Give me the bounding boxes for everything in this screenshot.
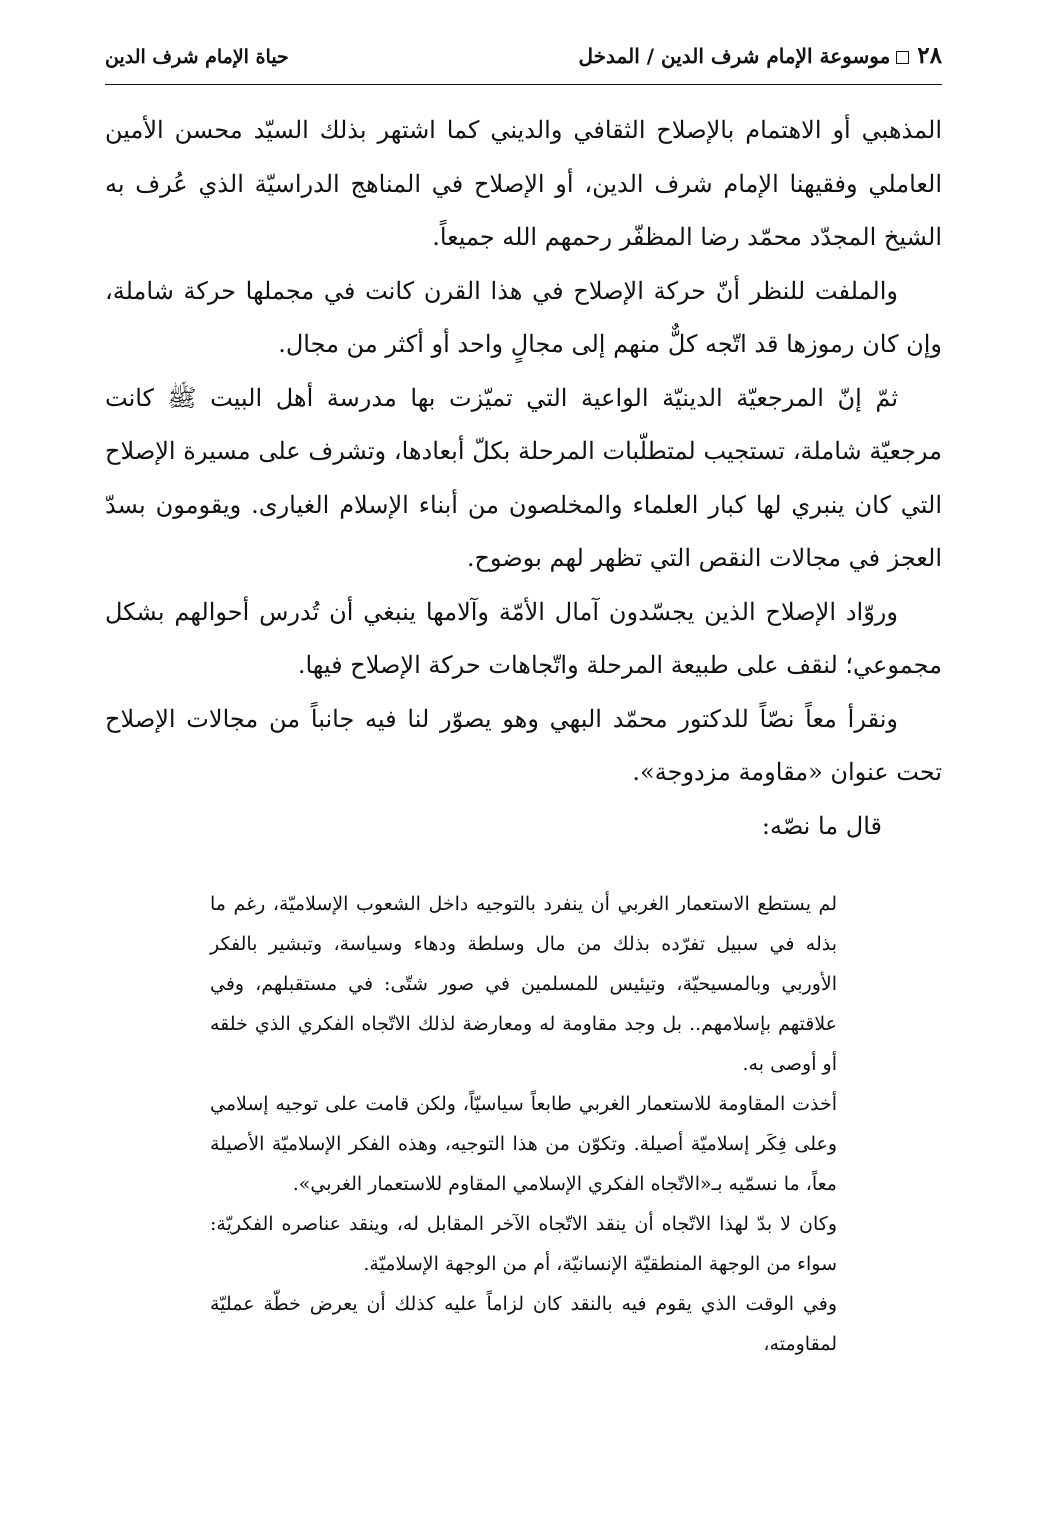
paragraph: ونقرأ معاً نصّاً للدكتور محمّد البهي وهو يصوّر لنا فيه جانباً من مجالات الإصلاح تحت عنوان «مقاومة مزدوجة».: [105, 704, 942, 786]
header-divider: [105, 84, 942, 85]
paragraph: وروّاد الإصلاح الذين يجسّدون آمال الأمّة وآلامها ينبغي أن تُدرس أحوالهم بشكل مجموعي؛ لنقف على طبيعة المرحلة واتّجاهات حركة الإصلاح فيها.: [105, 597, 942, 679]
block-quote: [210, 884, 837, 1364]
main-text: [105, 104, 942, 853]
quote-paragraph: أخذت المقاومة للاستعمار الغربي طابعاً سياسيّاً، ولكن قامت على توجيه إسلامي وعلى فِكَر إسلاميّة أصيلة. وتكوّن من هذا التوجيه، وهذه الفكر الإسلاميّة الأصيلة معاً، ما نسمّيه بـ«الاتّجاه الفكري الإسلامي المقاوم للاستعمار الغربي».: [210, 1093, 837, 1195]
running-header: [105, 42, 942, 80]
page-number: ٢٨: [917, 42, 942, 69]
paragraph: ثمّ إنّ المرجعيّة الدينيّة الواعية التي تميّزت بها مدرسة أهل البيت ﷺ كانت مرجعيّة شاملة، تستجيب لمتطلّبات المرحلة بكلّ أبعادها، وتشرف على مسيرة الإصلاح التي كان ينبري لها كبار العلماء والمخلصون من أبناء الإسلام الغيارى. ويقومون بسدّ العجز في مجالات النقص التي تظهر لهم بوضوح.: [105, 383, 942, 572]
chapter-title: حياة الإمام شرف الدين: [105, 46, 289, 68]
separator-square-icon: [896, 51, 909, 64]
paragraph: والملفت للنظر أنّ حركة الإصلاح في هذا القرن كانت في مجملها حركة شاملة، وإن كان رموزها قد اتّجه كلٌّ منهم إلى مجالٍ واحد أو أكثر من مجال.: [105, 276, 942, 358]
header-book-info: [579, 42, 942, 69]
quote-paragraph: لم يستطع الاستعمار الغربي أن ينفرد بالتوجيه داخل الشعوب الإسلاميّة، رغم ما بذله في سبيل تفرّده بذلك من مال وسلطة ودهاء وسياسة، وتبشير بالفكر الأوربي وبالمسيحيّة، وتيئيس للمسلمين في صور شتّى: في مستقبلهم، وفي علاقتهم بإسلامهم.. بل وجد مقاومة له ومعارضة لذلك الاتّجاه الفكري الذي خلقه أو أوصى به.: [210, 893, 837, 1075]
book-title: موسوعة الإمام شرف الدين / المدخل: [578, 44, 891, 68]
quote-paragraph: وكان لا بدّ لهذا الاتّجاه أن ينقد الاتّجاه الآخر المقابل له، وينقد عناصره الفكريّة: سواء من الوجهة المنطقيّة الإنسانيّة، أم من الوجهة الإسلاميّة.: [210, 1213, 837, 1275]
quote-paragraph: وفي الوقت الذي يقوم فيه بالنقد كان لزاماً عليه كذلك أن يعرض خطّة عمليّة لمقاومته،: [210, 1293, 837, 1355]
quote-intro: قال ما نصّه:: [761, 811, 882, 840]
paragraph: المذهبي أو الاهتمام بالإصلاح الثقافي والديني كما اشتهر بذلك السيّد محسن الأمين العاملي وفقيهنا الإمام شرف الدين، أو الإصلاح في المناهج الدراسيّة الذي عُرف به الشيخ المجدّد محمّد رضا المظفّر رحمهم الله جميعاً.: [105, 116, 942, 251]
